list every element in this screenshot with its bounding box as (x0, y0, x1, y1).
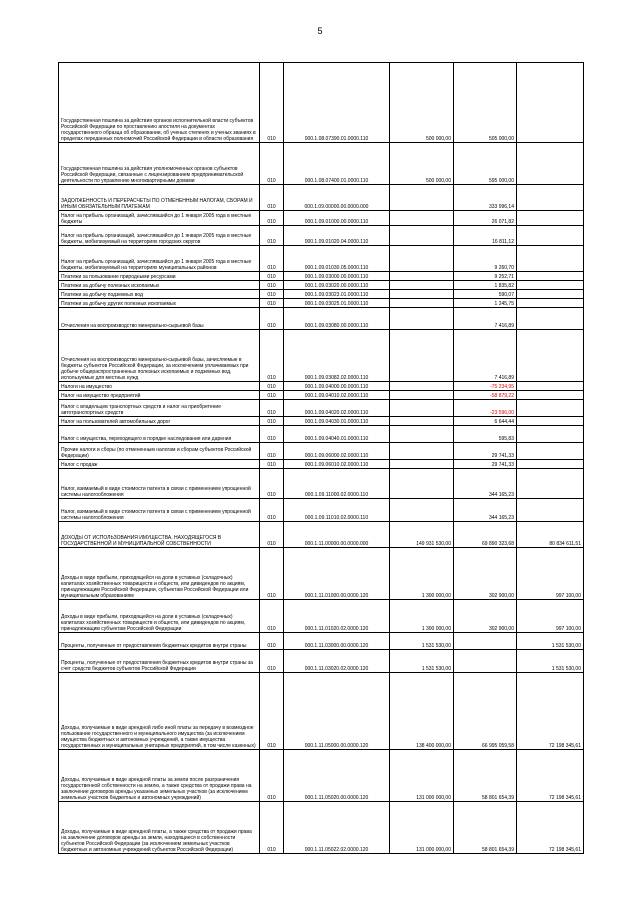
row-fact: 302 900,00 (454, 600, 517, 633)
row-remainder: 997 100,00 (517, 548, 584, 600)
row-plan (390, 330, 454, 382)
row-kbk: 000.1.09.11000.02.0000.110 (284, 469, 390, 499)
row-kbk: 000.1.09.03023.01.0000.110 (284, 290, 390, 299)
row-kbk: 000.1.09.04040.01.0000.110 (284, 426, 390, 443)
row-code: 010 (260, 226, 284, 246)
row-code: 010 (260, 469, 284, 499)
row-kbk: 000.1.09.01020.04.0000.110 (284, 226, 390, 246)
row-plan: 1 531 530,00 (390, 650, 454, 673)
row-name: Доходы, получаемые в виде арендной либо иной платы за передачу в возмездное пользование государственного и муниципального имущества (за исключением имущества бюджетных и автономных учреждений, а также имущества государственных и муниципальных унитарных предприятий, в том числе казенных) (59, 673, 260, 750)
row-name: Государственная пошлина за действия уполномоченных органов субъектов Российской Федерации, связанные с лицензированием предпринимательской деятельности по управлению многоквартирными домами (59, 143, 260, 185)
row-plan (390, 211, 454, 226)
row-plan (390, 400, 454, 417)
row-fact: 6 644,44 (454, 417, 517, 426)
row-fact: 505 000,00 (454, 63, 517, 143)
table-row (59, 802, 584, 854)
row-kbk: 000.1.09.03080.00.0000.110 (284, 308, 390, 330)
row-name: Доходы в виде прибыли, приходящейся на доли в уставных (складочных) капиталах хозяйственных товариществ и обществ, или дивидендов по акциям, принадлежащим Российской Федерации, субъектам Российской Федерации или муниципальным образованиям (59, 548, 260, 600)
row-remainder (517, 185, 584, 211)
row-plan (390, 460, 454, 469)
row-code: 010 (260, 443, 284, 460)
row-code: 010 (260, 272, 284, 281)
row-plan (390, 308, 454, 330)
row-code: 010 (260, 548, 284, 600)
row-name: Доходы, получаемые в виде арендной платы, а также средства от продажи права на заключение договоров аренды за земли, находящиеся в собственности субъектов Российской Федерации (за исключением земельных участков бюджетных и автономных учреждений субъектов Российской Федерации) (59, 802, 260, 854)
row-code: 010 (260, 750, 284, 802)
table-row (59, 290, 584, 299)
row-kbk: 000.1.09.00000.00.0000.000 (284, 185, 390, 211)
row-fact: 1 245,75 (454, 299, 517, 308)
row-remainder (517, 426, 584, 443)
row-name: Налог с имущества, переходящего в порядке наследования или дарения (59, 426, 260, 443)
row-remainder: 997 100,00 (517, 600, 584, 633)
row-plan (390, 469, 454, 499)
table-row (59, 417, 584, 426)
row-plan (390, 499, 454, 522)
table-row (59, 460, 584, 469)
table-row (59, 308, 584, 330)
row-code: 010 (260, 600, 284, 633)
row-remainder (517, 382, 584, 391)
row-kbk: 000.1.09.04020.02.0000.110 (284, 400, 390, 417)
row-plan: 1 300 000,00 (390, 548, 454, 600)
row-code: 010 (260, 391, 284, 400)
row-name: Налог, взимаемый в виде стоимости патента в связи с применением упрощенной системы налогообложения (59, 469, 260, 499)
row-code: 010 (260, 382, 284, 391)
row-plan (390, 290, 454, 299)
row-remainder (517, 246, 584, 272)
row-code: 010 (260, 417, 284, 426)
report-body (59, 63, 584, 854)
row-kbk: 000.1.09.01030.05.0000.110 (284, 246, 390, 272)
row-fact: 344 165,23 (454, 469, 517, 499)
row-plan (390, 281, 454, 290)
row-name: Проценты, полученные от предоставления бюджетных кредитов внутри страны (59, 633, 260, 650)
row-kbk: 000.1.09.04030.01.0000.110 (284, 417, 390, 426)
row-code: 010 (260, 211, 284, 226)
table-row (59, 391, 584, 400)
row-remainder: 72 198 345,61 (517, 802, 584, 854)
row-plan (390, 185, 454, 211)
row-plan (390, 426, 454, 443)
row-remainder (517, 443, 584, 460)
row-name: Налог с владельцев транспортных средств и налог на приобретение автотранспортных средств (59, 400, 260, 417)
table-row (59, 650, 584, 673)
row-name: Прочие налоги и сборы (по отмененным налогам и сборам субъектов Российской Федерации) (59, 443, 260, 460)
row-name: Государственная пошлина за действия органов исполнительной власти субъектов Российской Федерации по проставлению апостиля на документах государственного образца об образовании, об ученых степенях и ученых званиях в пределах переданных полномочий Российской Федерации в области образования (59, 63, 260, 143)
row-remainder: 72 198 345,61 (517, 750, 584, 802)
row-code: 010 (260, 400, 284, 417)
row-name: Налог с продаж (59, 460, 260, 469)
table-row (59, 469, 584, 499)
row-code: 010 (260, 802, 284, 854)
row-fact: 302 900,00 (454, 548, 517, 600)
row-code: 010 (260, 330, 284, 382)
table-row (59, 750, 584, 802)
row-fact: 29 741,33 (454, 460, 517, 469)
table-row (59, 272, 584, 281)
table-row (59, 443, 584, 460)
row-plan: 149 931 530,00 (390, 522, 454, 548)
row-code: 010 (260, 522, 284, 548)
row-kbk: 000.1.09.03025.01.0000.110 (284, 299, 390, 308)
row-kbk: 000.1.09.04000.00.0000.110 (284, 382, 390, 391)
row-code: 010 (260, 499, 284, 522)
table-row (59, 499, 584, 522)
row-remainder (517, 299, 584, 308)
row-name: Проценты, полученные от предоставления бюджетных кредитов внутри страны за счет средств бюджетов субъектов Российской Федерации (59, 650, 260, 673)
row-name: Налог на имущество предприятий (59, 391, 260, 400)
revenue-report-table (58, 62, 584, 854)
row-kbk: 000.1.09.03082.02.0000.110 (284, 330, 390, 382)
row-fact: -23 596,00 (454, 400, 517, 417)
row-kbk: 000.1.11.01000.00.0000.120 (284, 548, 390, 600)
row-kbk: 000.1.11.03000.00.0000.120 (284, 633, 390, 650)
row-fact: 58 801 654,39 (454, 802, 517, 854)
row-fact: 29 741,33 (454, 443, 517, 460)
row-fact: 1 835,82 (454, 281, 517, 290)
row-remainder: 1 531 530,00 (517, 650, 584, 673)
table-row (59, 600, 584, 633)
row-name: Отчисления на воспроизводство минерально-сырьевой базы (59, 308, 260, 330)
row-fact: 590,07 (454, 290, 517, 299)
row-kbk: 000.1.11.01020.02.0000.120 (284, 600, 390, 633)
row-kbk: 000.1.08.07390.01.0000.110 (284, 63, 390, 143)
row-code: 010 (260, 143, 284, 185)
row-remainder (517, 211, 584, 226)
row-name: Отчисления на воспроизводство минерально-сырьевой базы, зачисляемые в бюджеты субъектов Российской Федерации, за исключением уплачиваемых при добыче общераспространенных полезных ископаемых и подземных вод, используемых для местных нужд (59, 330, 260, 382)
table-row (59, 548, 584, 600)
row-remainder (517, 272, 584, 281)
row-code: 010 (260, 460, 284, 469)
row-name: ДОХОДЫ ОТ ИСПОЛЬЗОВАНИЯ ИМУЩЕСТВА, НАХОДЯЩЕГОСЯ В ГОСУДАРСТВЕННОЙ И МУНИЦИПАЛЬНОЙ СОБСТВЕННОСТИ (59, 522, 260, 548)
row-name: Налог на прибыль организаций, зачислявшийся до 1 января 2005 года в местные бюджеты, мобилизуемый на территориях муниципальных районов (59, 246, 260, 272)
row-plan (390, 272, 454, 281)
table-row (59, 281, 584, 290)
row-code: 010 (260, 650, 284, 673)
row-remainder: 80 834 611,51 (517, 522, 584, 548)
table-row (59, 400, 584, 417)
row-name: Налог на прибыль организаций, зачислявшийся до 1 января 2005 года в местные бюджеты, мобилизуемый на территориях городских округов (59, 226, 260, 246)
row-name: ЗАДОЛЖЕННОСТЬ И ПЕРЕРАСЧЕТЫ ПО ОТМЕНЕННЫМ НАЛОГАМ, СБОРАМ И ИНЫМ ОБЯЗАТЕЛЬНЫМ ПЛАТЕЖАМ (59, 185, 260, 211)
row-fact: -58 879,22 (454, 391, 517, 400)
row-remainder (517, 281, 584, 290)
table-row (59, 426, 584, 443)
table-row (59, 185, 584, 211)
row-fact: 66 995 059,58 (454, 673, 517, 750)
row-plan (390, 226, 454, 246)
row-name: Платежи за добычу полезных ископаемых (59, 281, 260, 290)
row-fact: 69 890 323,68 (454, 522, 517, 548)
row-fact: 7 416,89 (454, 308, 517, 330)
row-name: Платежи за пользование природными ресурсами (59, 272, 260, 281)
row-remainder (517, 143, 584, 185)
row-code: 010 (260, 185, 284, 211)
row-plan: 500 000,00 (390, 143, 454, 185)
row-remainder (517, 460, 584, 469)
table-row (59, 246, 584, 272)
row-remainder (517, 469, 584, 499)
row-plan: 500 000,00 (390, 63, 454, 143)
row-plan: 131 000 000,00 (390, 802, 454, 854)
row-fact: 595,83 (454, 426, 517, 443)
table-row (59, 63, 584, 143)
row-fact: 26 071,82 (454, 211, 517, 226)
row-kbk: 000.1.09.06010.02.0000.110 (284, 460, 390, 469)
row-name: Налоги на имущество (59, 382, 260, 391)
row-remainder (517, 417, 584, 426)
row-fact: 333 996,14 (454, 185, 517, 211)
row-fact (454, 633, 517, 650)
row-remainder (517, 308, 584, 330)
row-kbk: 000.1.09.06000.02.0000.110 (284, 443, 390, 460)
row-name: Платежи за добычу других полезных ископаемых (59, 299, 260, 308)
row-fact (454, 650, 517, 673)
row-fact: 344 165,23 (454, 499, 517, 522)
row-name: Налог на пользователей автомобильных дорог (59, 417, 260, 426)
row-remainder (517, 290, 584, 299)
row-remainder: 72 198 345,61 (517, 673, 584, 750)
row-kbk: 000.1.11.05020.00.0000.120 (284, 750, 390, 802)
row-plan: 138 400 000,00 (390, 673, 454, 750)
row-plan (390, 391, 454, 400)
row-code: 010 (260, 673, 284, 750)
row-remainder (517, 63, 584, 143)
row-code: 010 (260, 308, 284, 330)
row-fact: -75 234,95 (454, 382, 517, 391)
row-kbk: 000.1.08.07400.01.0000.110 (284, 143, 390, 185)
table-row (59, 382, 584, 391)
row-fact: 9 252,71 (454, 272, 517, 281)
page-number: 5 (317, 26, 323, 36)
table-row (59, 211, 584, 226)
row-code: 010 (260, 246, 284, 272)
table-row (59, 522, 584, 548)
row-plan (390, 246, 454, 272)
row-name: Налог, взимаемый в виде стоимости патента в связи с применением упрощенной системы налогообложения (59, 499, 260, 522)
table-row (59, 633, 584, 650)
table-row (59, 226, 584, 246)
row-code: 010 (260, 633, 284, 650)
row-remainder (517, 400, 584, 417)
row-kbk: 000.1.09.01000.00.0000.110 (284, 211, 390, 226)
row-fact: 9 260,70 (454, 246, 517, 272)
row-kbk: 000.1.11.00000.00.0000.000 (284, 522, 390, 548)
table-row (59, 143, 584, 185)
row-name: Налог на прибыль организаций, зачислявшийся до 1 января 2005 года в местные бюджеты (59, 211, 260, 226)
row-fact: 595 000,00 (454, 143, 517, 185)
row-fact: 58 801 654,39 (454, 750, 517, 802)
row-kbk: 000.1.11.05000.00.0000.120 (284, 673, 390, 750)
row-remainder (517, 391, 584, 400)
row-remainder (517, 330, 584, 382)
row-code: 010 (260, 299, 284, 308)
row-kbk: 000.1.09.03020.00.0000.110 (284, 281, 390, 290)
table-row (59, 330, 584, 382)
row-plan (390, 417, 454, 426)
row-plan (390, 382, 454, 391)
row-kbk: 000.1.09.11010.02.0000.110 (284, 499, 390, 522)
row-kbk: 000.1.09.04010.02.0000.110 (284, 391, 390, 400)
row-code: 010 (260, 281, 284, 290)
row-remainder (517, 499, 584, 522)
row-plan (390, 299, 454, 308)
row-kbk: 000.1.11.03020.02.0000.120 (284, 650, 390, 673)
row-name: Доходы в виде прибыли, приходящейся на доли в уставных (складочных) капиталах хозяйственных товариществ и обществ, или дивидендов по акциям, принадлежащим субъектам Российской Федерации (59, 600, 260, 633)
row-name: Платежи за добычу подземных вод (59, 290, 260, 299)
row-code: 010 (260, 63, 284, 143)
row-plan: 1 300 000,00 (390, 600, 454, 633)
row-remainder (517, 226, 584, 246)
row-plan: 131 000 000,00 (390, 750, 454, 802)
table-row (59, 673, 584, 750)
row-fact: 16 811,12 (454, 226, 517, 246)
table-row (59, 299, 584, 308)
row-name: Доходы, получаемые в виде арендной платы за земли после разграничения государственной собственности на землю, а также средства от продажи права на заключение договоров аренды указанных земельных участков (за исключением земельных участков бюджетных и автономных учреждений) (59, 750, 260, 802)
row-remainder: 1 531 530,00 (517, 633, 584, 650)
row-plan (390, 443, 454, 460)
row-plan: 1 531 530,00 (390, 633, 454, 650)
row-code: 010 (260, 290, 284, 299)
row-kbk: 000.1.11.05022.02.0000.120 (284, 802, 390, 854)
row-kbk: 000.1.09.03000.00.0000.110 (284, 272, 390, 281)
row-fact: 7 416,89 (454, 330, 517, 382)
row-code: 010 (260, 426, 284, 443)
